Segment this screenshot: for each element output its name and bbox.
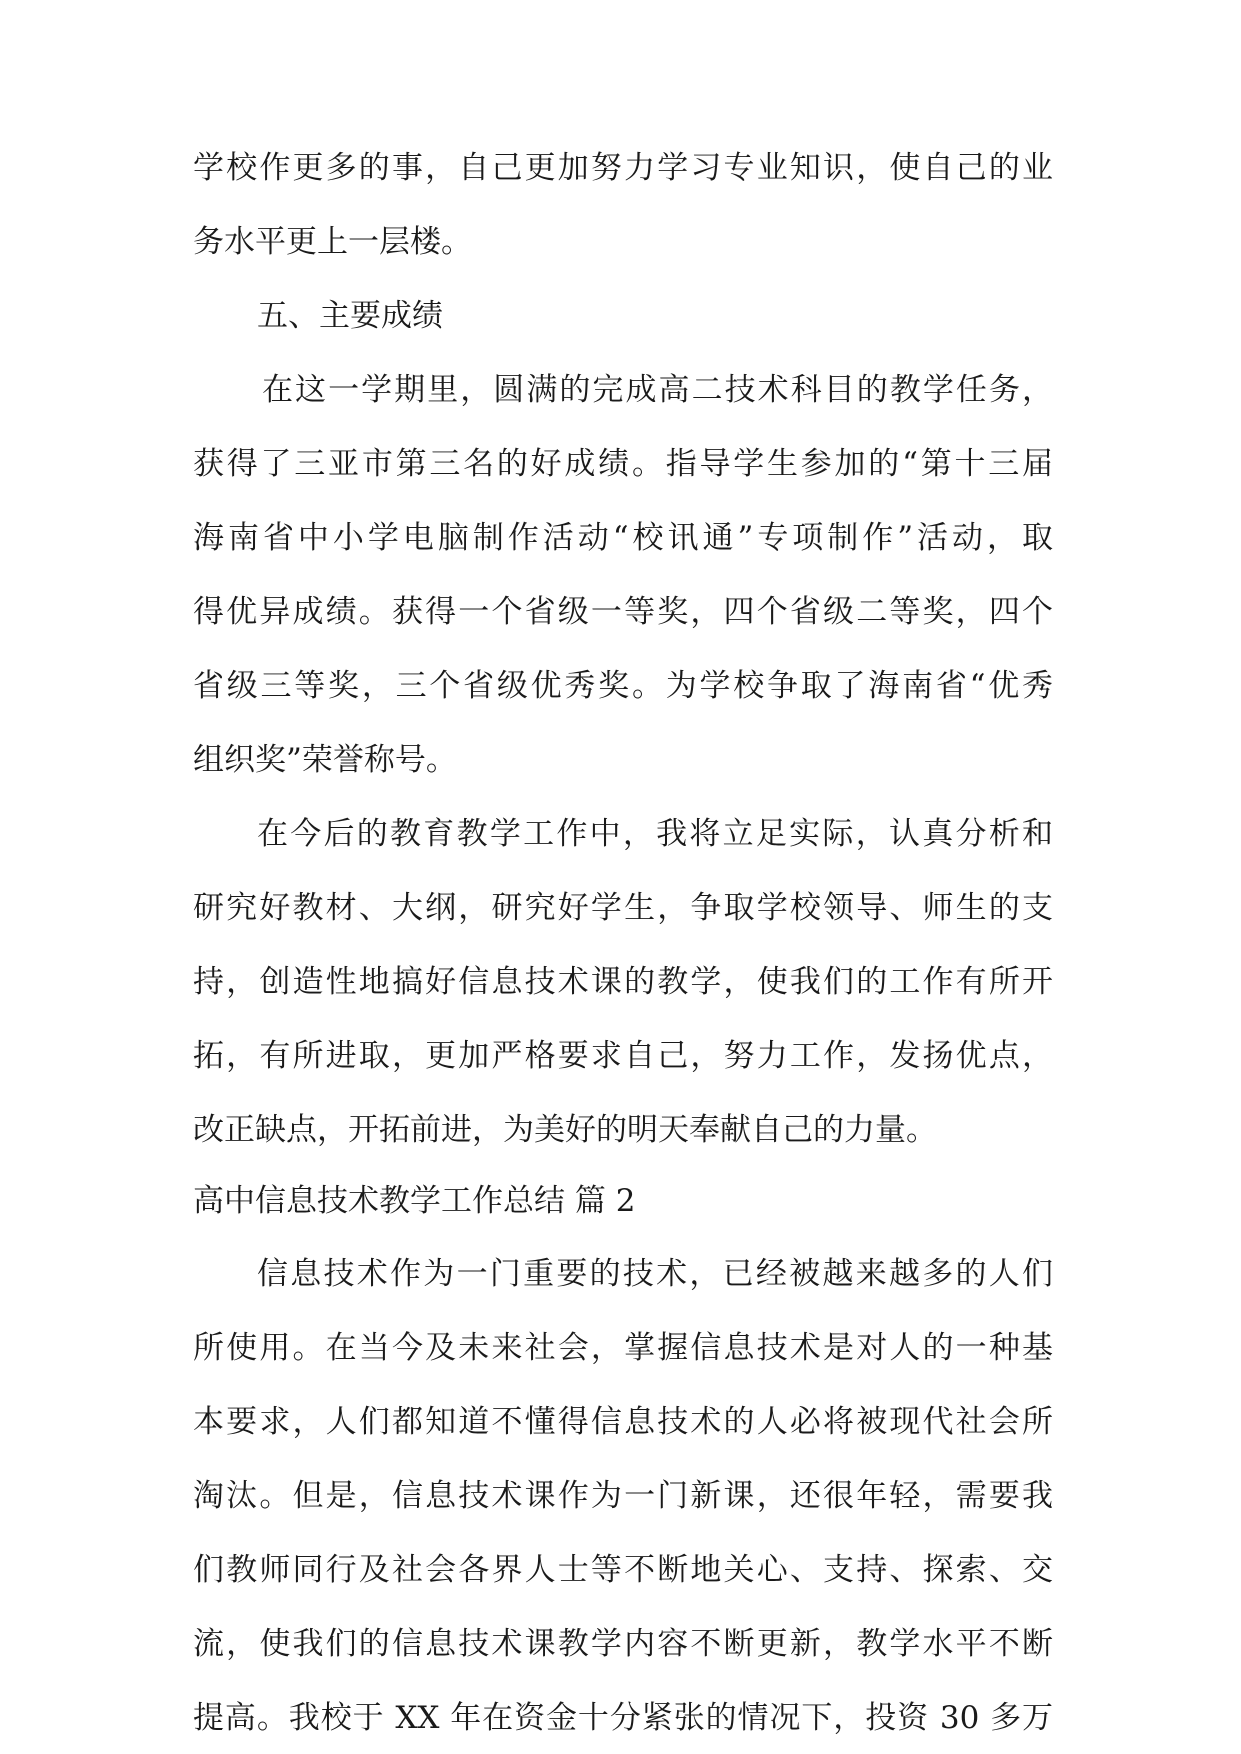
paragraph-line: 所使用。在当今及未来社会，掌握信息技术是对人的一种基 [193,1330,1053,1366]
paragraph-line: 学校作更多的事，自己更加努力学习专业知识，使自己的业 [193,150,1053,186]
paragraph-line: 持，创造性地搞好信息技术课的教学，使我们的工作有所开 [193,964,1053,1000]
paragraph-line: 获得了三亚市第三名的好成绩。指导学生参加的“第十三届 [193,446,1053,482]
paragraph-line: 提高。我校于 XX 年在资金十分紧张的情况下，投资 30 多万 [193,1700,1053,1736]
paragraph-line: 在今后的教育教学工作中，我将立足实际，认真分析和 [257,816,1053,852]
paragraph-line: 在这一学期里，圆满的完成高二技术科目的教学任务， [262,372,1053,408]
paragraph-line: 省级三等奖，三个省级优秀奖。为学校争取了海南省“优秀 [193,668,1053,704]
paragraph-line: 海南省中小学电脑制作活动“校讯通”专项制作”活动，取 [193,520,1053,556]
paragraph-line: 改正缺点，开拓前进，为美好的明天奉献自己的力量。 [193,1112,937,1148]
paragraph-line: 研究好教材、大纲，研究好学生，争取学校领导、师生的支 [193,890,1053,926]
article-title: 高中信息技术教学工作总结 篇 2 [193,1183,636,1219]
paragraph-line: 拓，有所进取，更加严格要求自己，努力工作，发扬优点， [193,1038,1053,1074]
paragraph-line: 们教师同行及社会各界人士等不断地关心、支持、探索、交 [193,1552,1053,1588]
paragraph-line: 淘汰。但是，信息技术课作为一门新课，还很年轻，需要我 [193,1478,1053,1514]
paragraph-line: 组织奖”荣誉称号。 [193,742,457,778]
paragraph-line: 得优异成绩。获得一个省级一等奖，四个省级二等奖，四个 [193,594,1053,630]
paragraph-line: 本要求，人们都知道不懂得信息技术的人必将被现代社会所 [193,1404,1053,1440]
paragraph-line: 务水平更上一层楼。 [193,224,472,260]
section-heading: 五、主要成绩 [257,298,443,334]
paragraph-line: 流，使我们的信息技术课教学内容不断更新，教学水平不断 [193,1626,1053,1662]
paragraph-line: 信息技术作为一门重要的技术，已经被越来越多的人们 [257,1256,1053,1292]
